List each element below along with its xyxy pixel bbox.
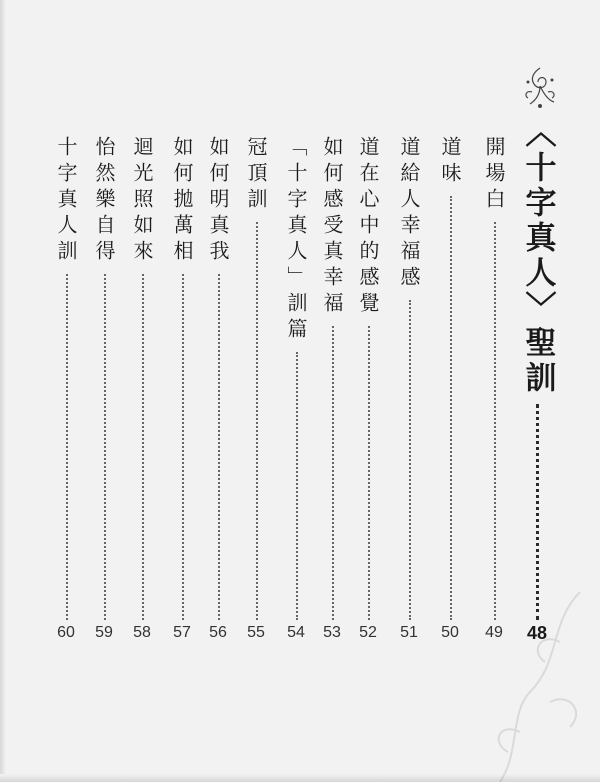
toc-entry[interactable] (395, 0, 423, 782)
toc-entry-title: 道味 (438, 136, 462, 188)
flower-watermark-icon (460, 582, 600, 782)
toc-entry[interactable] (242, 0, 270, 782)
toc-entry[interactable] (354, 0, 382, 782)
leader-dots (218, 274, 220, 620)
leader-dots (494, 222, 496, 620)
leader-dots (66, 274, 68, 620)
toc-entry[interactable] (282, 0, 310, 782)
toc-entry[interactable] (128, 0, 156, 782)
leader-dots (104, 274, 106, 620)
toc-entry[interactable] (90, 0, 118, 782)
toc-entry[interactable] (52, 0, 80, 782)
leader-dots (142, 274, 144, 620)
leader-dots (450, 196, 452, 620)
toc-entry-title: 十字真人訓 (54, 136, 78, 266)
toc-entry-title: 冠頂訓 (244, 136, 268, 214)
toc-entry-page-number: 56 (209, 624, 227, 641)
toc-entry[interactable] (204, 0, 232, 782)
toc-entry-title: 道給人幸福感 (397, 136, 421, 292)
section-page-number: 48 (526, 623, 548, 643)
toc-entry-page-number: 49 (485, 624, 503, 641)
toc-entry-title: 開場白 (482, 136, 506, 214)
toc-entry-title: 怡然樂自得 (92, 136, 116, 266)
toc-entry-title: 如何明真我 (206, 136, 230, 266)
leader-dots (296, 352, 298, 620)
toc-entry-page-number: 59 (95, 624, 113, 641)
toc-entry-page-number: 57 (173, 624, 191, 641)
toc-entry-title: 迴光照如來 (130, 136, 154, 266)
section-title: 〈十字真人〉聖訓 (519, 116, 556, 396)
toc-entry-page-number: 54 (287, 624, 305, 641)
toc-entry-title: 如何感受真幸福 (320, 136, 344, 318)
toc-entry-title: 「十字真人」訓篇 (284, 136, 308, 344)
leader-dots (368, 326, 370, 620)
toc-entry-page-number: 51 (400, 624, 418, 641)
toc-entry[interactable] (168, 0, 196, 782)
toc-entry[interactable] (318, 0, 346, 782)
leader-dots (409, 300, 411, 620)
leader-dots (256, 222, 258, 620)
toc-entry-page-number: 53 (323, 624, 341, 641)
leader-dots (332, 326, 334, 620)
toc-entry-page-number: 60 (57, 624, 75, 641)
toc-entry-title: 道在心中的感覺 (356, 136, 380, 318)
page-edge-shadow (0, 0, 6, 782)
toc-entry-title: 如何拋萬相 (170, 136, 194, 266)
leader-dots (182, 274, 184, 620)
toc-entry-page-number: 55 (247, 624, 265, 641)
toc-entry-page-number: 58 (133, 624, 151, 641)
toc-entry-page-number: 52 (359, 624, 377, 641)
toc-entry-page-number: 50 (441, 624, 459, 641)
